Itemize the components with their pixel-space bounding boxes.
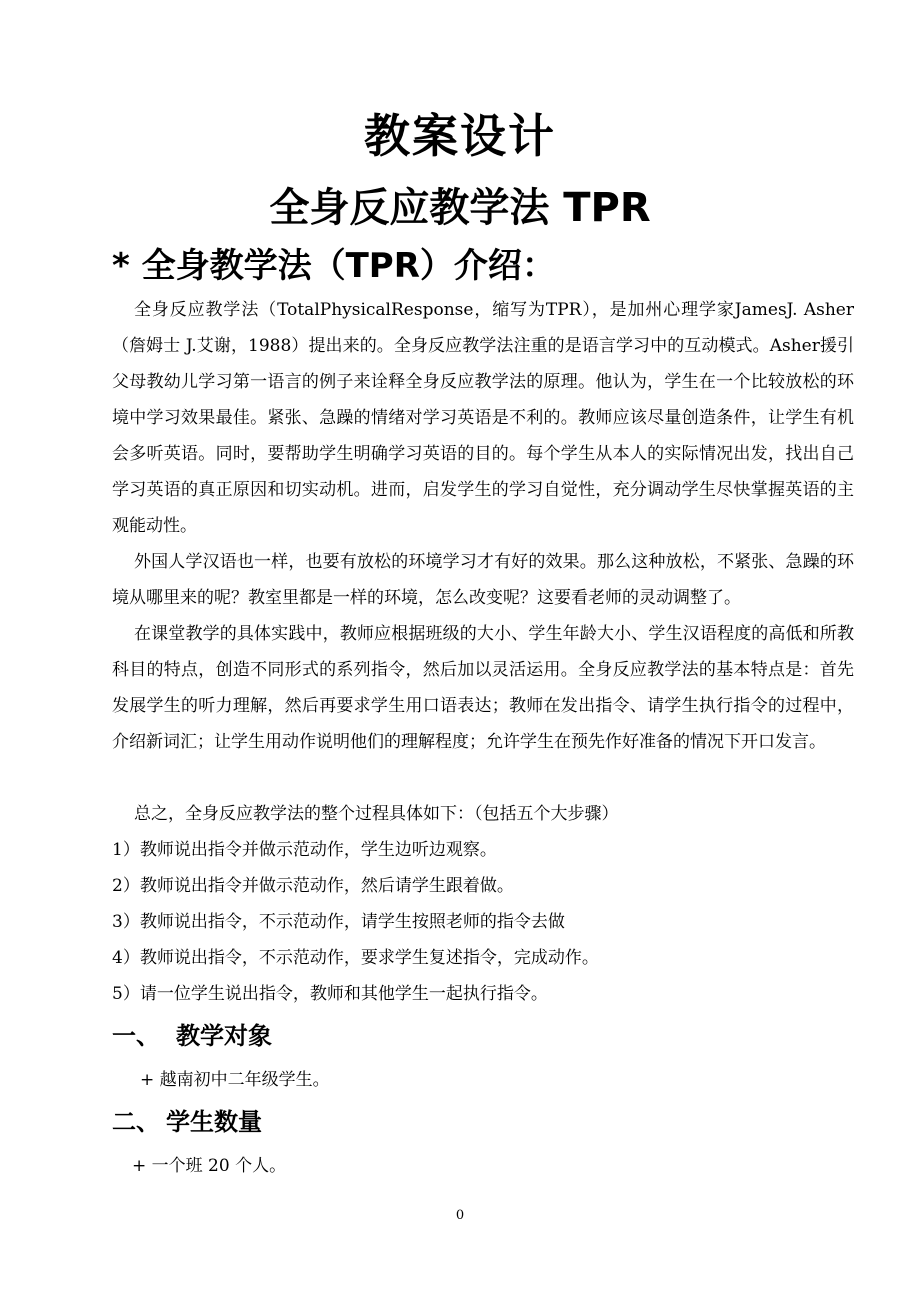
intro-heading: * 全身教学法（TPR）介绍： <box>112 246 556 286</box>
paragraph-text: 总之，全身反应教学法的整个过程具体如下：（包括五个大步骤） <box>134 804 619 824</box>
section-heading-teaching-target <box>112 1018 272 1054</box>
section-item-student-count: + 一个班 20 个人。 <box>132 1156 287 1176</box>
document-title: 教案设计 <box>364 109 556 163</box>
paragraph-text: 全身反应教学法（TotalPhysicalResponse，缩写为TPR），是加州心理学家JamesJ. Asher（詹姆士 J.艾谢，1988）提出来的。全身反应教学法注重的是语言学习中的互动模式。Asher援引父母教幼儿学习第一语言的例子来诠释全身反应教学法的原理。他认为，学生在一个比较放松的环境中学习效果最佳。紧张、急躁的情绪对学习英语是不利的。教师应该尽量创造条件，让学生有机会多听英语。同时，要帮助学生明确学习英语的目的。每个学生从本人的实际情况出发，找出自己学习英语的真正原因和切实动机。进而，启发学生的学习自觉性，充分调动学生尽快掌握英语的主观能动性。 <box>112 300 854 536</box>
section-title: 教学对象 <box>176 1022 272 1050</box>
intro-paragraph-2 <box>112 544 854 616</box>
section-title: 学生数量 <box>166 1108 262 1136</box>
intro-paragraph-3 <box>112 616 854 760</box>
section-heading-student-count <box>112 1104 262 1140</box>
step-item-5: 5）请一位学生说出指令，教师和其他学生一起执行指令。 <box>112 984 548 1004</box>
intro-paragraph-4 <box>112 796 854 832</box>
section-number: 一、 <box>112 1022 160 1050</box>
paragraph-text: 在课堂教学的具体实践中，教师应根据班级的大小、学生年龄大小、学生汉语程度的高低和所教科目的特点，创造不同形式的系列指令，然后加以灵活运用。全身反应教学法的基本特点是：首先发展学生的听力理解，然后再要求学生用口语表达；教师在发出指令、请学生执行指令的过程中，介绍新词汇；让学生用动作说明他们的理解程度；允许学生在预先作好准备的情况下开口发言。 <box>112 624 854 752</box>
step-item-2: 2）教师说出指令并做示范动作，然后请学生跟着做。 <box>112 876 514 896</box>
section-number: 二、 <box>112 1108 160 1136</box>
paragraph-text: 外国人学汉语也一样，也要有放松的环境学习才有好的效果。那么这种放松，不紧张、急躁的环境从哪里来的呢？教室里都是一样的环境，怎么改变呢？这要看老师的灵动调整了。 <box>112 552 854 608</box>
intro-paragraph-1 <box>112 292 854 544</box>
document-subtitle: 全身反应教学法 TPR <box>269 185 651 231</box>
step-item-3: 3）教师说出指令，不示范动作，请学生按照老师的指令去做 <box>112 912 565 932</box>
section-item-teaching-target: + 越南初中二年级学生。 <box>140 1070 330 1090</box>
page-number: 0 <box>455 1208 465 1223</box>
step-item-1: 1）教师说出指令并做示范动作，学生边听边观察。 <box>112 840 497 860</box>
step-item-4: 4）教师说出指令，不示范动作，要求学生复述指令，完成动作。 <box>112 948 599 968</box>
